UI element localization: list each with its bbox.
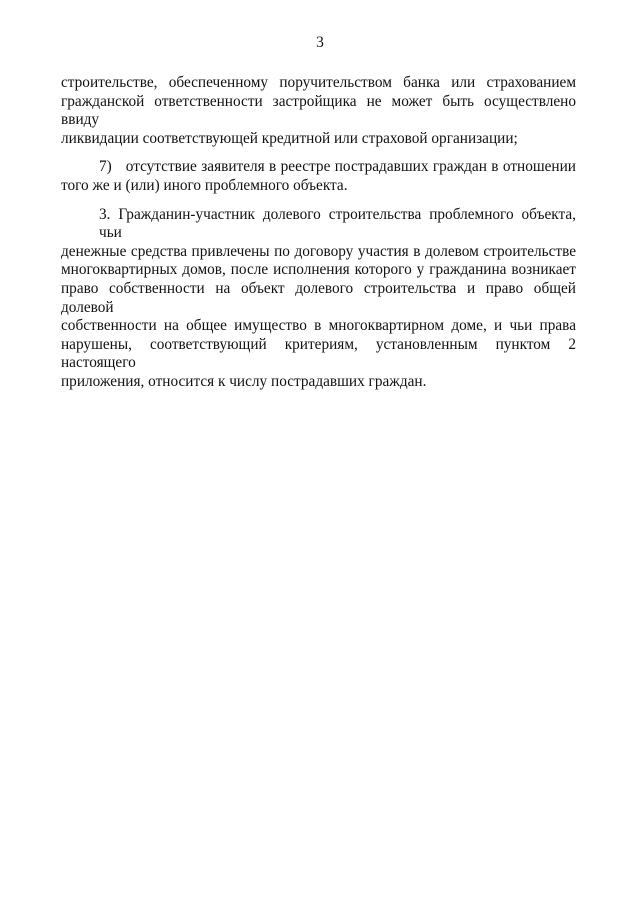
text-line: нарушены, соответствующий критериям, установленным пунктом 2 настоящего [61, 335, 576, 372]
paragraph-continuation [61, 74, 576, 148]
text-line: гражданской ответственности застройщика не может быть осуществлено ввиду [61, 92, 576, 129]
text-line: строительстве, обеспеченному поручительством банка или страхованием [61, 74, 576, 91]
list-item-7 [61, 158, 576, 195]
document-body [61, 74, 576, 402]
text-line: многоквартирных домов, после исполнения которого у гражданина возникает [61, 261, 576, 279]
text-line: денежные средства привлечены по договору участия в долевом строительстве [61, 242, 576, 260]
text-line [61, 158, 576, 177]
text-fragment: отсутствие заявителя в реестре пострадавших граждан в отношении [125, 158, 576, 176]
text-line: приложения, относится к числу пострадавших граждан. [61, 372, 427, 390]
text-line: ликвидации соответствующей кредитной или страховой организации; [61, 129, 518, 147]
page-number: 3 [316, 34, 324, 51]
text-line: того же и (или) иного проблемного объекта. [61, 176, 348, 194]
text-line: собственности на общее имущество в многоквартирном доме, и чьи права [61, 317, 576, 335]
paragraph-item-3 [61, 206, 576, 392]
text-line: право собственности на объект долевого строительства и право общей долевой [61, 279, 576, 316]
text-line: 3. Гражданин-участник долевого строительства проблемного объекта, чьи [99, 205, 576, 242]
list-item-number: 7) [99, 158, 112, 176]
